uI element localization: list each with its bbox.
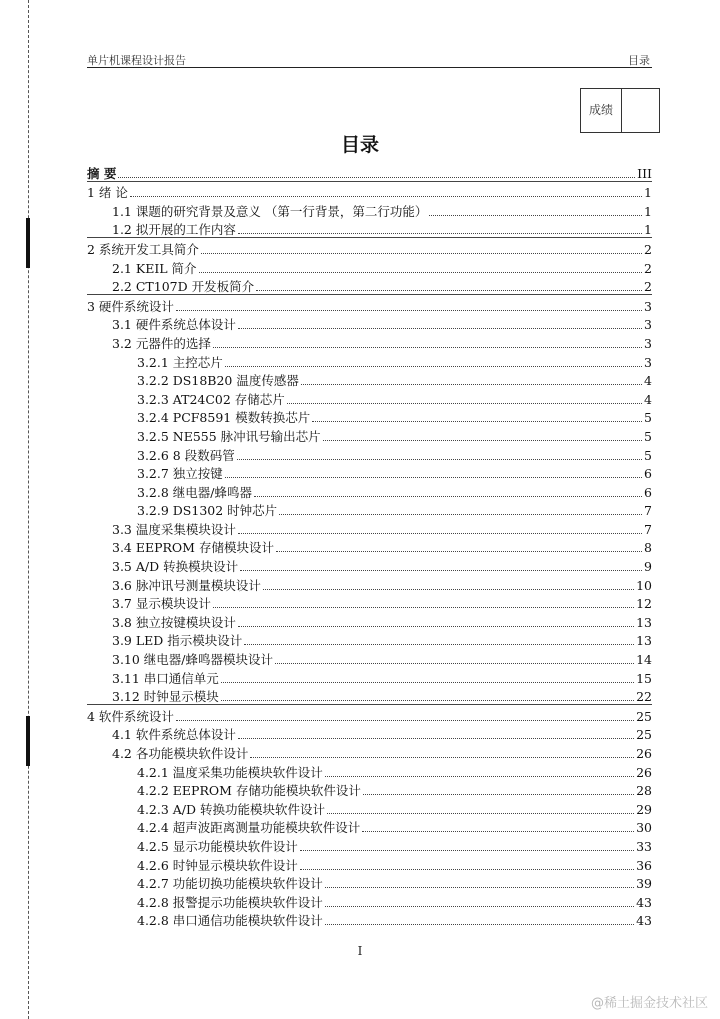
toc-entry-page: 3: [644, 354, 652, 370]
toc-entry-page: 12: [636, 596, 652, 612]
toc-entry[interactable]: [87, 388, 652, 407]
toc-entry-title: 4.2 各功能模块软件设计: [112, 746, 249, 761]
toc-entry-title: 2.2 CT107D 开发板简介: [112, 279, 255, 295]
toc-dot-leader: [429, 215, 642, 216]
toc-entry-title: 1.2 拟开展的工作内容: [112, 222, 236, 238]
toc-entry-page: 15: [636, 670, 652, 686]
toc-title: 目录: [340, 134, 379, 156]
toc-entry-page: 22: [636, 689, 652, 705]
toc-dot-leader: [238, 233, 642, 234]
toc-entry[interactable]: [87, 181, 652, 201]
toc-entry[interactable]: [87, 742, 652, 761]
table-of-contents: [87, 162, 652, 928]
toc-entry[interactable]: [87, 537, 652, 556]
toc-entry[interactable]: [87, 444, 652, 463]
toc-entry-title: 摘 要: [87, 165, 117, 181]
toc-entry-title: 2.1 KEIL 简介: [112, 260, 197, 276]
toc-entry[interactable]: [87, 873, 652, 892]
toc-entry[interactable]: [87, 667, 652, 686]
toc-entry-page: 7: [644, 521, 652, 537]
toc-entry[interactable]: [87, 257, 652, 276]
toc-entry-page: 25: [636, 727, 652, 743]
toc-entry-page: 2: [644, 260, 652, 276]
toc-dot-leader: [362, 831, 634, 832]
toc-dot-leader: [363, 794, 634, 795]
toc-entry-page: 43: [636, 913, 652, 929]
toc-entry[interactable]: [87, 817, 652, 836]
toc-dot-leader: [237, 459, 642, 460]
toc-entry-page: III: [637, 165, 652, 181]
toc-dot-leader: [130, 196, 642, 197]
toc-entry[interactable]: [87, 237, 652, 257]
toc-dot-leader: [221, 682, 634, 683]
toc-entry-title: 4.2.8 串口通信功能模块软件设计: [137, 913, 323, 929]
toc-entry-title: 4.2.6 时钟显示模块软件设计: [137, 857, 298, 873]
toc-dot-leader: [325, 776, 634, 777]
toc-dot-leader: [300, 869, 634, 870]
toc-entry-page: 9: [644, 559, 652, 575]
toc-dot-leader: [254, 496, 642, 497]
toc-entry-title: 3 硬件系统设计: [87, 298, 174, 314]
toc-entry-page: 13: [636, 614, 652, 630]
toc-entry-page: 43: [636, 894, 652, 910]
toc-entry-page: 3: [644, 298, 652, 314]
toc-entry-title: 3.8 独立按键模块设计: [112, 614, 236, 630]
toc-entry-title: 3.2.3 AT24C02 存储芯片: [137, 391, 285, 407]
toc-entry-page: 7: [644, 503, 652, 519]
toc-entry-title: 4.2.1 温度采集功能模块软件设计: [137, 764, 323, 780]
toc-entry[interactable]: [87, 593, 652, 612]
toc-entry-page: 33: [636, 838, 652, 854]
toc-dot-leader: [325, 924, 634, 925]
toc-dot-leader: [213, 347, 642, 348]
toc-entry-title: 3.2.1 主控芯片: [137, 354, 223, 370]
toc-entry-page: 8: [644, 540, 652, 556]
toc-entry-title: 3.7 显示模块设计: [112, 596, 211, 612]
toc-entry[interactable]: [87, 854, 652, 873]
toc-dot-leader: [238, 738, 634, 739]
toc-entry-title: 3.2 元器件的选择: [112, 335, 211, 351]
toc-entry[interactable]: [87, 425, 652, 444]
toc-entry[interactable]: [87, 463, 652, 482]
toc-entry[interactable]: [87, 200, 652, 219]
toc-entry-title: 3.3 温度采集模块设计: [112, 521, 236, 537]
toc-dot-leader: [118, 177, 635, 178]
toc-entry[interactable]: [87, 798, 652, 817]
toc-dot-leader: [300, 850, 634, 851]
toc-dot-leader: [276, 551, 642, 552]
toc-dot-leader: [238, 533, 642, 534]
toc-dot-leader: [238, 626, 634, 627]
toc-entry-page: 30: [636, 820, 652, 836]
toc-entry-page: 1: [644, 185, 652, 201]
toc-entry-title: 3.2.2 DS18B20 温度传感器: [137, 373, 299, 389]
toc-dot-leader: [325, 887, 634, 888]
toc-entry[interactable]: [87, 162, 652, 181]
toc-dot-leader: [225, 477, 642, 478]
toc-entry-title: 3.2.4 PCF8591 模数转换芯片: [137, 410, 311, 426]
toc-entry[interactable]: [87, 276, 652, 295]
toc-entry[interactable]: [87, 518, 652, 537]
toc-entry[interactable]: [87, 611, 652, 630]
toc-entry-page: 4: [644, 391, 652, 407]
toc-entry-page: 1: [644, 222, 652, 238]
toc-entry-title: 4.2.5 显示功能模块软件设计: [137, 838, 298, 854]
toc-entry[interactable]: [87, 351, 652, 370]
toc-entry-page: 1: [644, 203, 652, 219]
toc-dot-leader: [263, 589, 634, 590]
toc-entry-title: 3.6 脉冲讯号测量模块设计: [112, 577, 261, 593]
toc-entry-page: 2: [644, 241, 652, 257]
grade-box: [580, 88, 660, 133]
toc-entry-page: 5: [644, 410, 652, 426]
toc-entry[interactable]: [87, 574, 652, 593]
toc-dot-leader: [238, 328, 642, 329]
toc-entry-title: 3.5 A/D 转换模块设计: [112, 559, 239, 575]
toc-entry-title: 3.9 LED 指示模块设计: [112, 633, 243, 649]
toc-entry-page: 10: [636, 577, 652, 593]
toc-entry[interactable]: [87, 780, 652, 799]
toc-entry[interactable]: [87, 891, 652, 910]
toc-entry[interactable]: [87, 686, 652, 705]
toc-entry-title: 4.2.4 超声波距离测量功能模块软件设计: [137, 820, 361, 836]
toc-entry-title: 3.1 硬件系统总体设计: [112, 317, 236, 333]
toc-entry[interactable]: [87, 704, 652, 724]
toc-entry-page: 28: [636, 783, 652, 799]
toc-dot-leader: [221, 700, 634, 701]
toc-entry-title: 3.2.8 继电器/蜂鸣器: [137, 484, 252, 500]
page-header: [87, 50, 652, 68]
toc-entry-title: 4.1 软件系统总体设计: [112, 727, 236, 743]
toc-entry-page: 25: [636, 708, 652, 724]
toc-dot-leader: [250, 757, 634, 758]
toc-dot-leader: [327, 813, 634, 814]
toc-entry[interactable]: [87, 761, 652, 780]
toc-entry-page: 26: [636, 746, 652, 761]
toc-entry-page: 4: [644, 373, 652, 389]
toc-entry[interactable]: [87, 332, 652, 351]
toc-entry-title: 2 系统开发工具简介: [87, 241, 199, 257]
toc-entry-title: 3.2.9 DS1302 时钟芯片: [137, 503, 278, 519]
header-rule: [87, 67, 652, 68]
toc-dot-leader: [301, 384, 642, 385]
toc-entry[interactable]: [87, 314, 652, 333]
header-section-title: 目录: [628, 54, 650, 67]
toc-entry-title: 3.2.7 独立按键: [137, 466, 223, 482]
toc-entry-page: 36: [636, 857, 652, 873]
toc-entry[interactable]: [87, 555, 652, 574]
toc-dot-leader: [325, 906, 634, 907]
toc-entry-title: 3.12 时钟显示模块: [112, 689, 219, 705]
toc-dot-leader: [275, 663, 634, 664]
grade-label: 成绩: [581, 89, 622, 132]
toc-entry-title: 4.2.7 功能切换功能模块软件设计: [137, 876, 323, 892]
toc-dot-leader: [312, 421, 642, 422]
toc-entry[interactable]: [87, 407, 652, 426]
toc-dot-leader: [213, 607, 634, 608]
toc-entry-page: 6: [644, 466, 652, 482]
toc-entry-title: 1.1 课题的研究背景及意义 （第一行背景，第二行功能）: [112, 203, 428, 219]
toc-dot-leader: [176, 310, 642, 311]
toc-dot-leader: [225, 366, 642, 367]
toc-entry[interactable]: [87, 294, 652, 314]
toc-entry-page: 39: [636, 876, 652, 892]
toc-entry-title: 3.10 继电器/蜂鸣器模块设计: [112, 652, 274, 668]
toc-entry[interactable]: [87, 370, 652, 389]
toc-entry-title: 4.2.2 EEPROM 存储功能模块软件设计: [137, 783, 361, 799]
toc-entry-title: 1 绪 论: [87, 185, 128, 201]
toc-dot-leader: [199, 272, 643, 273]
toc-entry-title: 3.11 串口通信单元: [112, 670, 219, 686]
toc-entry[interactable]: [87, 648, 652, 667]
toc-entry[interactable]: [87, 500, 652, 519]
toc-entry[interactable]: [87, 724, 652, 743]
toc-entry[interactable]: [87, 630, 652, 649]
toc-entry[interactable]: [87, 219, 652, 238]
toc-dot-leader: [279, 514, 642, 515]
toc-dot-leader: [287, 403, 642, 404]
toc-entry-page: 14: [636, 652, 652, 668]
toc-entry-page: 13: [636, 633, 652, 649]
toc-entry-title: 3.4 EEPROM 存储模块设计: [112, 540, 274, 556]
toc-entry-page: 3: [644, 335, 652, 351]
binding-mark-bottom: [26, 716, 30, 766]
toc-dot-leader: [201, 253, 642, 254]
toc-dot-leader: [323, 440, 642, 441]
toc-entry-page: 26: [636, 764, 652, 780]
toc-entry-page: 5: [644, 428, 652, 444]
toc-dot-leader: [240, 570, 642, 571]
toc-entry-page: 5: [644, 447, 652, 463]
toc-dot-leader: [256, 290, 642, 291]
toc-entry[interactable]: [87, 910, 652, 929]
toc-dot-leader: [244, 644, 634, 645]
toc-dot-leader: [176, 720, 634, 721]
toc-entry[interactable]: [87, 481, 652, 500]
toc-entry-title: 4.2.3 A/D 转换功能模块软件设计: [137, 801, 326, 817]
toc-entry-title: 3.2.6 8 段数码管: [137, 447, 235, 463]
page-number: I: [357, 944, 363, 958]
header-report-title: 单片机课程设计报告: [87, 54, 186, 67]
watermark: @稀土掘金技术社区: [590, 996, 708, 1011]
binding-mark-top: [26, 218, 30, 268]
toc-entry-page: 2: [644, 279, 652, 295]
toc-entry-title: 4.2.8 报警提示功能模块软件设计: [137, 894, 323, 910]
toc-entry-page: 6: [644, 484, 652, 500]
toc-entry-page: 29: [636, 801, 652, 817]
toc-entry-title: 4 软件系统设计: [87, 708, 174, 724]
toc-entry-page: 3: [644, 317, 652, 333]
toc-entry[interactable]: [87, 835, 652, 854]
toc-entry-title: 3.2.5 NE555 脉冲讯号输出芯片: [137, 428, 321, 444]
